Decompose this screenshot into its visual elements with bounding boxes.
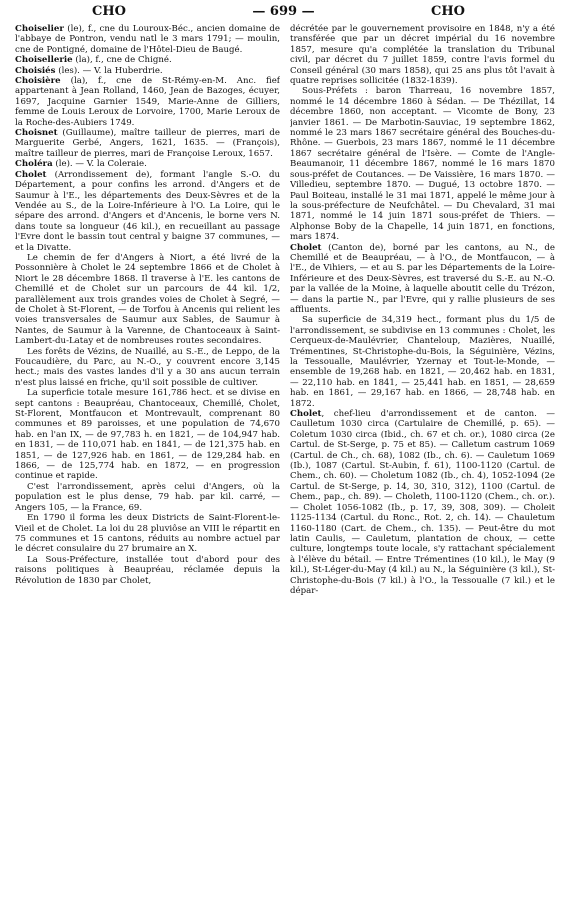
left-column (15, 24, 280, 896)
dictionary-entry (290, 243, 555, 316)
dictionary-entry (15, 159, 280, 169)
entry-text: (le), f., cne du Louroux-Béc., ancien domaine de l'abbaye de Pontron, vendu natl le 3 mars 1791; — moulin, cne de Pontigné, domaine de l'Hôtel-Dieu de Baugé. (15, 24, 280, 55)
entry-headword: Choisellerie (15, 55, 73, 66)
paragraph: La superficie totale mesure 161,786 hect. et se divise en sept cantons : Beaupréau, Chantoceaux, Chemillé, Cholet, St-Florent, Montfaucon et Montrevault, comprenant 80 communes et 89 paroisses, et une population de 74,670 hab. en l'an IX, — de 97,783 h. en 1821, — de 104,947 hab. en 1831, — de 110,071 hab. en 1841, — de 121,375 hab. en 1851, — de 127,926 hab. en 1861, — de 129,284 hab. en 1866, — de 125,774 hab. en 1872, — en progression continue et rapide. (15, 388, 280, 482)
entry-text: (le). — V. la Coleraie. (52, 159, 147, 170)
running-head-left: CHO (92, 4, 126, 19)
paragraph: La Sous-Préfecture, installée tout d'abord pour des raisons politiques à Beaupréau, réclamée depuis la Révolution de 1830 par Cholet, (15, 554, 280, 586)
dictionary-entry (15, 76, 280, 128)
entry-text: (les). — V. la Huberdrie. (55, 65, 163, 76)
dictionary-entry (15, 55, 280, 65)
dictionary-entry (290, 409, 555, 596)
paragraph: Les forêts de Vézins, de Nuaillé, au S.-E., de Leppo, de la Foucaudière, du Parc, au N.-O., y couvrent encore 3,145 hect.; mais des vastes landes d'il y a 30 ans aucun terrain n'est plus laissé en friche, qu'il soit possible de cultiver. (15, 346, 280, 388)
entry-headword: Choisnet (15, 128, 58, 139)
entry-text: (la), f., cne de St-Rémy-en-M. Anc. fief appartenant à Jean Rolland, 1460, Jean de Bazoges, écuyer, 1697, Jacquine Garnier 1549, Marie-Anne de Gilliers, femme de Louis Leroux de Lorvoire, 1700, Marie Leroux de la Roche-des-Aubiers 1749. (15, 76, 280, 128)
continued-paragraph: décrétée par le gouvernement provisoire en 1848, n'y a été transférée que par un décret impérial du 16 novembre 1857, mesure qu'a complétée la translation du Tribunal civil, par décret du 7 juillet 1859, contre l'avis formel du Conseil général (30 mars 1858), qui 25 ans plus tôt l'avait à quatre reprises sollicitée (1832-1839). (290, 24, 555, 87)
entry-text: (la), f., cne de Chigné. (72, 55, 172, 66)
entry-text: , chef-lieu d'arrondissement et de canton. — Caulletum 1030 circa (Cartulaire de Chemillé, p. 65). — Coletum 1030 circa (Ibid., ch. 67 et ch. or.), 1080 circa (2e Cartul. de St-Serge, p. 75 et 85). — Calletum castrum 1069 (Cartul. de Ch., ch. 68), 1082 (Ib., ch. 6). — Cauletum 1069 (Ib.), 1087 (Cartul. St-Aubin, f. 61), 1100-1120 (Cartul. de Chem., ch. 60). — Choletum 1082 (Ib., ch. 4), 1052-1094 (2e Cartul. de St-Serge, p. 14, 30, 310, 312), 1100 (Cartul. de Chem., pap., ch. 89). — Choleth, 1100-1120 (Chem., ch. or.). — Cholet 1056-1082 (Ib., p. 17, 39, 308, 309). — Choleit 1125-1134 (Cartul. du Ronc., Rot. 2, ch. 14). — Chauletum 1160-1180 (Cart. de Chem., ch. 135). — Peut-être du mot latin Caulis, — Cauletum, plantation de choux, — cette culture, longtemps toute locale, s'y rattachant spécialement à l'élève du bétail. — Entre Trémentines (10 kil.), le May (9 kil.), St-Léger-du-May (4 kil.) au N., la Séguinière (3 kil.), St-Christophe-du-Bois (7 kil.) à l'O., la Tessoualle (7 kil.) et le dépar- (290, 409, 555, 596)
entry-text: (Canton de), borné par les cantons, au N., de Chemillé et de Beaupréau, — à l'O., de Montfaucon, — à l'E., de Vihiers, — et au S. par les Départements de la Loire-Inférieure et des Deux-Sèvres, est traversé du S.-E. au N.-O. par la vallée de la Moine, à laquelle aboutit celle du Trézon, — dans la partie N., par l'Evre, qui y rallie plusieurs de ses affluents. (290, 242, 555, 315)
dictionary-entry (15, 170, 280, 253)
page-number: — 699 — (252, 4, 315, 19)
right-column (290, 24, 555, 896)
dictionary-entry (15, 24, 280, 55)
entry-headword: Choléra (15, 159, 53, 170)
dictionary-entry (15, 66, 280, 76)
paragraph: C'est l'arrondissement, après celui d'Angers, où la population est le plus dense, 79 hab. par kil. carré, — Angers 105, — la France, 69. (15, 481, 280, 513)
entry-headword: Choisière (15, 76, 61, 87)
entry-text: (Guillaume), maître tailleur de pierres, mari de Marguerite Gerbé, Angers, 1621, 1635. — (François), maître tailleur de pierres, mari de Françoise Leroux, 1657. (15, 128, 280, 159)
running-head (12, 4, 555, 22)
paragraph: Le chemin de fer d'Angers à Niort, a été livré de la Possonnière à Cholet le 24 septembre 1866 et de Cholet à Niort le 28 décembre 1868. Il traverse à l'E. les cantons de Chemillé et de Cholet sur un parcours de 44 kil. 1/2, parallèlement aux trois grandes voies de Cholet à Segré, — de Cholet à St-Florent, — de Torfou à Ancenis qui relient les voies transversales de Saumur aux Sables, de Saumur à Nantes, de Saumur à la Varenne, de Chantoceaux à Saint-Lambert-du-Latay et de nombreuses routes secondaires. (15, 252, 280, 347)
paragraph: Sous-Préfets : baron Tharreau, 16 novembre 1857, nommé le 14 décembre 1860 à Sédan. — De Thézillat, 14 décembre 1860, non acceptant. — Vicomte de Bony, 23 janvier 1861. — De Marbotin-Sauviac, 19 septembre 1862, nommé le 23 mars 1867 secrétaire général des Bouches-du-Rhône. — Guerbois, 23 mars 1867, nommé le 11 décembre 1867 secrétaire général de l'Isère. — Comte de l'Angle-Beaumanoir, 11 décembre 1867, nommé le 16 mars 1870 sous-préfet de Coutances. — De Vaissière, 16 mars 1870. — Villedieu, septembre 1870. — Dugué, 13 octobre 1870. — Paul Boiteau, installé le 31 mai 1871, appelé le même jour à la sous-préfecture de Neufchâtel. — Du Chevalard, 31 mai 1871, nommé le 14 juin 1871 sous-préfet de Thiers. — Alphonse Boby de la Chapelle, 14 juin 1871, en fonctions, mars 1874. (290, 86, 555, 243)
paragraph: Sa superficie de 34,319 hect., formant plus du 1/5 de l'arrondissement, se subdivise en 13 communes : Cholet, les Cerqueux-de-Maulévrier, Chanteloup, Mazières, Nuaillé, Trémentines, St-Christophe-du-Bois, la Séguinière, Vézins, la Tessoualle, Maulévrier, Yzernay et Tout-le-Monde, — ensemble de 19,268 hab. en 1821, — 20,462 hab. en 1831, — 22,110 hab. en 1841, — 25,441 hab. en 1851, — 28,659 hab. en 1861, — 29,167 hab. en 1866, — 28,748 hab. en 1872. (290, 315, 555, 409)
entry-headword: Choiselier (15, 24, 64, 34)
entry-headword: Choisiés (15, 65, 56, 76)
entry-headword: Cholet (290, 242, 322, 253)
entry-headword: Cholet (15, 169, 47, 180)
paragraph: En 1790 il forma les deux Districts de Saint-Florent-le-Vieil et de Cholet. La loi du 28 pluviôse an VIII le répartit en 75 communes et 15 cantons, réduits au nombre actuel par le décret consulaire du 27 brumaire an X. (15, 513, 280, 555)
entry-text: (Arrondissement de), formant l'angle S.-O. du Département, a pour confins les arrond. d'Angers et de Saumur à l'E., les départements des Deux-Sèvres et de la Vendée au S., de la Loire-Inférieure à l'O. La Loire, qui le sépare des arrond. d'Angers et d'Ancenis, le borne vers N. dans toute sa longueur (46 kil.), en recueillant au passage l'Evre dont le bassin tout central y baigne 37 communes, — et la Divatte. (15, 169, 280, 253)
running-head-right: CHO (431, 4, 465, 19)
dictionary-entry (15, 128, 280, 159)
entry-headword: Cholet (290, 409, 322, 420)
